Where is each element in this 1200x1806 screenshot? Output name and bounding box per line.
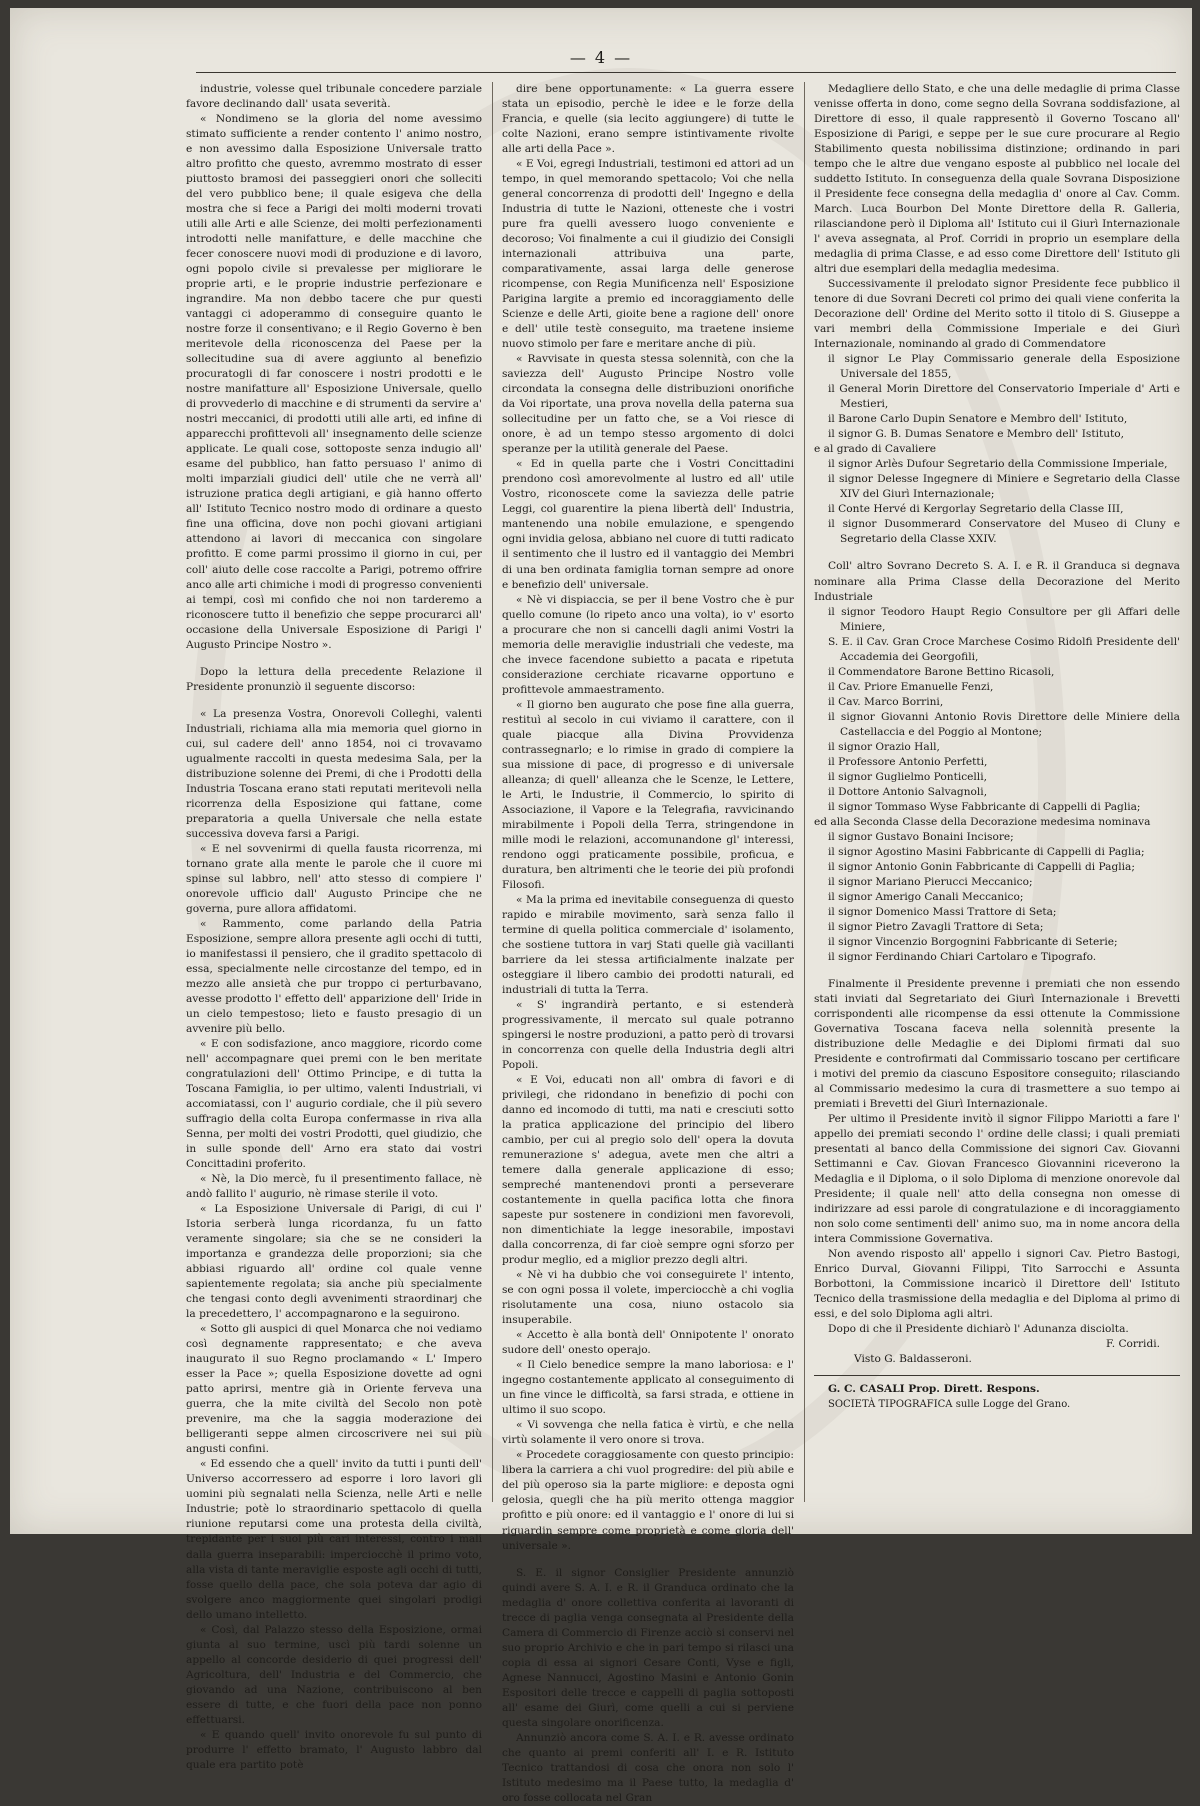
- paragraph: « Nè, la Dio mercè, fu il presentimento fallace, nè andò fallito l' augurio, nè rimase sterile il voto.: [186, 1173, 482, 1201]
- paragraph: dire bene opportunamente: « La guerra essere stata un episodio, perchè le idee e le forze della Francia, e quelle (sia lecito aggiungere) di tutte le colte Nazioni, erano sempre istintivamente rivolte alle arti della Pace ».: [502, 83, 794, 156]
- honoree-list-item: il signor Orazio Hall,: [828, 740, 940, 753]
- paragraph: Dopo di che il Presidente dichiarò l' Adunanza disciolta.: [828, 1323, 1129, 1336]
- paragraph: « La presenza Vostra, Onorevoli Colleghi, valenti Industriali, richiama alla mia memoria quel giorno in cui, sul cadere dell' anno 1854, noi ci trovavamo ugualmente raccolti in questa medesima Sala, per la distribuzione solenne dei Premi, di che i Prodotti della Industria Toscana erano stati reputati meritevoli nella ricorrenza della Esposizione qui fattane, come preparatoria a quella Universale che nella estate successiva doveva farsi a Parigi.: [186, 707, 482, 840]
- paragraph: « Nè vi dispiaccia, se per il bene Vostro che è pur quello comune (lo ripeto anco una volta), io v' esorto a procurare che non si cancelli dagli animi Vostri la memoria delle meraviglie industriali che vedeste, ma che invece facendone subietto a pacata e ripetuta considerazione cerchiate ricavarne opportuno e profittevole ammaestramento.: [502, 593, 794, 696]
- column-2: [502, 82, 794, 1804]
- honoree-list-item: il Dottore Antonio Salvagnoli,: [828, 785, 988, 798]
- honoree-list-item: il Conte Hervé di Kergorlay Segretario della Classe III,: [828, 503, 1124, 516]
- paragraph: « Ma la prima ed inevitabile conseguenza di questo rapido e mirabile movimento, sarà senza fallo il termine di quella politica commerciale d' isolamento, che sostiene tuttora in varj Stati quelle già vacillanti barriere da lei stessa artificialmente inalzate per osteggiare il libero cambio dei prodotti naturali, ed industriali di tutta la Terra.: [502, 893, 794, 996]
- column-3: [814, 82, 1180, 1492]
- imprint-publisher: G. C. CASALI Prop. Dirett. Respons.: [828, 1383, 1040, 1396]
- honoree-list-item: il signor Arlès Dufour Segretario della Commissione Imperiale,: [828, 458, 1168, 471]
- honoree-list-item: il signor Teodoro Haupt Regio Consultore per gli Affari delle Miniere,: [828, 605, 1180, 633]
- paragraph: « Sotto gli auspici di quel Monarca che noi vediamo così degnamente rappresentato; e che aveva inaugurato il suo Regno proclamando « L' Impero esser la Pace »; quella Esposizione dovette ad ogni patto aprirsi, mentre già in Oriente ferveva una guerra, che la mite civiltà del Secolo non potè prevenire, ma che la saggia moderazione dei belligeranti seppe almen circoscrivere nei sui più angusti confini.: [186, 1323, 482, 1456]
- paragraph: « Accetto è alla bontà dell' Onnipotente l' onorato sudore dell' onesto operajo.: [502, 1329, 794, 1357]
- paragraph: Non avendo risposto all' appello i signori Cav. Pietro Bastogi, Enrico Durval, Giovanni Filippi, Tito Sarrocchi e Assunta Borbottoni, la Commissione incaricò il Direttore dell' Istituto Tecnico della trasmissione della medaglia e del Diploma al primo di essi, e del solo Diploma agli altri.: [814, 1248, 1180, 1321]
- header-rule: [196, 72, 1176, 73]
- honoree-list-item: il signor Le Play Commissario generale della Esposizione Universale del 1855,: [828, 353, 1180, 381]
- honoree-list-item: il Barone Carlo Dupin Senatore e Membro dell' Istituto,: [828, 413, 1128, 426]
- paragraph: Annunziò ancora come S. A. I. e R. avesse ordinato che quanto ai premi conferiti all' I. e R. Istituto Tecnico trattandosi di cosa che onora non solo l' Istituto medesimo ma il Paese tutto, la medaglia d' oro fosse collocata nel Gran: [502, 1731, 794, 1804]
- paragraph: Successivamente il prelodato signor Presidente fece pubblico il tenore di due Sovrani Decreti col primo dei quali viene conferita la Decorazione dell' Ordine del Merito sotto il titolo di S. Giuseppe a vari membri della Commissione Imperiale e dei Giurì Internazionale, nominando al grado di Commendatore: [814, 278, 1180, 351]
- honoree-list-item: il General Morin Direttore del Conservatorio Imperiale d' Arti e Mestieri,: [828, 383, 1180, 411]
- imprint-printer: SOCIETÀ TIPOGRAFICA sulle Logge del Grano.: [828, 1399, 1071, 1411]
- honoree-list-item: il signor Guglielmo Ponticelli,: [828, 770, 987, 783]
- honoree-list-item: il signor Vincenzio Borgognini Fabbricante di Seterie;: [828, 935, 1118, 948]
- paragraph: Per ultimo il Presidente invitò il signor Filippo Mariotti a fare l' appello dei premiati secondo l' ordine delle classi; i quali premiati presentati al banco della Commissione dei signori Cav. Giovanni Settimanni e Cav. Giovan Francesco Giovannini riceverono la Medaglia e il Diploma, o il solo Diploma di menzione onorevole dal Presidente; il quale nell' atto della consegna non omesse di indirizzare ad essi parole di congratulazione e di incoraggiamento non solo come sentimenti dell' animo suo, ma in nome ancora della intera Commissione Governativa.: [814, 1113, 1180, 1246]
- paragraph: Finalmente il Presidente prevenne i premiati che non essendo stati inviati dal Segretariato dei Giurì Internazionale i Brevetti corrispondenti alle ricompense da essi ottenute la Commissione Governativa Toscana faceva nella solennità presente la distribuzione delle Medaglie e dei Diplomi firmati dal suo Presidente e controfirmati dal Commissario toscano per certificare i motivi del premio da ciascuno Espositore conseguito; rilasciando al Commissario medesimo la cura di trasmettere a suo tempo ai premiati i Brevetti del Giurì Internazionale.: [814, 977, 1180, 1111]
- paragraph: « Il Cielo benedice sempre la mano laboriosa: e l' ingegno costantemente applicato al conseguimento di un fine vince le difficoltà, sa farsi strada, e ottiene in ultimo il suo scopo.: [502, 1359, 794, 1417]
- honoree-list-item: S. E. il Cav. Gran Croce Marchese Cosimo Ridolfi Presidente dell' Accademia dei Georgofili,: [828, 635, 1180, 663]
- decree-two-intro: Coll' altro Sovrano Decreto S. A. I. e R. il Granduca si degnava nominare alla Prima Classe della Decorazione del Merito Industriale: [814, 560, 1180, 603]
- honoree-list-item: il signor Giovanni Antonio Rovis Direttore delle Miniere della Castellaccia e del Poggio al Montone;: [828, 710, 1180, 738]
- paragraph: Dopo la lettura della precedente Relazione il Presidente pronunziò il seguente discorso:: [186, 665, 482, 693]
- paragraph: « E con sodisfazione, anco maggiore, ricordo come nell' accompagnare quei premi con le ben meritate congratulazioni dell' Ottimo Principe, e di tutta la Toscana Famiglia, io per ultimo, valenti Industriali, vi accomiatassi, con l' augurio cordiale, che il più severo suffragio della colta Europa confermasse in riva alla Senna, per molti dei vostri Prodotti, quel giudizio, che in sulle sponde dell' Arno era stato dai vostri Concittadini proferito.: [186, 1037, 482, 1171]
- paragraph: « S' ingrandirà pertanto, e si estenderà progressivamente, il mercato sul quale potranno spingersi le nostre produzioni, a patto però di trovarsi in concorrenza con quelle della Industria degli altri Popoli.: [502, 998, 794, 1072]
- paragraph: « Così, dal Palazzo stesso della Esposizione, ormai giunta al suo termine, uscì più tardi solenne un appello al concorde desiderio di quei progressi dell' Agricoltura, dell' Industria e del Commercio, che giovando ad una Nazione, contribuiscono al ben essere di tutte, e che fuori della pace non ponno effettuarsi.: [186, 1623, 482, 1726]
- paragraph: « Ed in quella parte che i Vostri Concittadini prendono così amorevolmente al lustro ed all' utile Vostro, riconoscete come la saviezza delle patrie Leggi, col guarentire la piena libertà dell' Industria, mantenendo una nobile emulazione, e spengendo ogni invidia gelosa, abbiano nel cuore di tutti radicato il sentimento che il lustro ed il vantaggio dei Membri di una ben ordinata famiglia tornan sempre ad onore e benefizio dell' universale.: [502, 458, 794, 591]
- paragraph: « E quando quell' invito onorevole fu sul punto di produrre l' effetto bramato, l' Augusto labbro dal quale era partito potè: [186, 1728, 482, 1771]
- paragraph: « E Voi, educati non all' ombra di favori e di privilegi, che ridondano in benefizio di pochi con danno ed incomodo di tutti, ma nati e cresciuti sotto la pratica applicazione del principio del libero cambio, per cui al pregio solo dell' opera la dovuta remunerazione s' adegua, avete men che altri a temere dalla generale applicazione di esso; sempreché mantenendovi pronti a perseverare costantemente in quella pacifica lotta che finora sapeste pur sostenere in condizioni men favorevoli, non dimentichiate la legge inesorabile, impostavi dalla concorrenza, di far cioè sempre ogni sforzo per produr meglio, ed a miglior prezzo degli altri.: [502, 1074, 794, 1267]
- paragraph: « La Esposizione Universale di Parigi, di cui l' Istoria serberà lunga ricordanza, fu un fatto veramente singolare; sia che se ne consideri la importanza e grandezza delle proporzioni; sia che abbiasi riguardo all' ordine col quale venne sapientemente regolata; sia anche più specialmente che tengasi conto degli avvenimenti straordinarj che la precedettero, l' accompagnarono e la seguirono.: [186, 1203, 482, 1321]
- honoree-list-item: il signor Ferdinando Chiari Cartolaro e Tipografo.: [828, 950, 1097, 963]
- honoree-list-item: il signor Gustavo Bonaini Incisore;: [828, 830, 1014, 843]
- column-divider: [804, 82, 805, 1502]
- honoree-list-item: il signor Dusommerard Conservatore del Museo di Cluny e Segretario della Classe XXIV.: [828, 518, 1180, 546]
- paragraph: « Il giorno ben augurato che pose fine alla guerra, restituì al secolo in cui viviamo il carattere, con il quale piacque alla Divina Provvidenza contrassegnarlo; e lo rimise in grado di compiere la sua missione di pace, di progresso e di universale alleanza; di quell' alleanza che le Scenze, le Lettere, le Arti, le Industrie, il Commercio, lo spirito di Associazione, il Vapore e la Telegrafia, ravvicinando mirabilmente i Popoli della Terra, stringendone in mille modi le relazioni, accomunandone gl' interessi, rendono oggi praticamente possibile, proficua, e duratura, ben altrimenti che le teorie dei più profondi Filosofi.: [502, 698, 794, 891]
- paragraph: Medagliere dello Stato, e che una delle medaglie di prima Classe venisse offerta in dono, come segno della Sovrana soddisfazione, al Direttore di esso, il quale rappresentò il Governo Toscano all' Esposizione di Parigi, e seppe per le sue cure procurare al Regio Stabilimento questa nobilissima distinzione; ordinando in pari tempo che le altre due vengano esposte al pubblico nel locale del suddetto Istituto. In conseguenza della quale Sovrana Disposizione il Presidente fece consegna della medaglia d' onore al Cav. Comm. March. Luca Bourbon Del Monte Direttore della R. Galleria, rilasciandone però il Diploma all' Istituto cui il Giurì Internazionale l' aveva assegnata, al Prof. Corridi in proprio un esemplare della medaglia di prima Classe, e ad esso come Direttore dell' Istituto gli altri due esemplari della medaglia medesima.: [814, 83, 1180, 276]
- column-divider: [492, 82, 493, 1502]
- paragraph: « Ed essendo che a quell' invito da tutti i punti dell' Universo accorressero ad esporre i loro lavori gli uomini più segnalati nella Scienza, nelle Arti e nelle Industrie; potè lo straordinario spettacolo di quella riunione reputarsi come una protesta della civiltà, trepidante per i suoi più cari interessi, contro i mali dalla guerra inseparabili: imperciocchè il primo voto, alla vista di tante meraviglie esposte agli occhi di tutti, fosse quello della pace, che sola poteva dar agio di svolgere anco maggiormente quei singolari prodigi dello umano intelletto.: [186, 1458, 482, 1621]
- honoree-list-item: il signor Mariano Pierucci Meccanico;: [828, 875, 1033, 888]
- paragraph: « Nondimeno se la gloria del nome avessimo stimato sufficiente a render contento l' animo nostro, e non avessimo dalla Esposizione Universale tratto altro profitto che questo, avremmo mostrato di esser piuttosto bramosi dei passeggieri onori che solleciti del vero pubblico bene; il quale esigeva che della mostra che si fece a Parigi dei molti moderni trovati utili alle Arti e alle Scienze, dei molti perfezionamenti introdotti nelle manifatture, e delle macchine che fecer conoscere nuovi modi di produzione e di lavoro, ogni popolo civile si prevalesse per migliorare le proprie arti, e le proprie industrie perfezionare e ingrandire. Ma non debbo tacere che pur questi vantaggi ci adoperammo di conseguire quanto le nostre forze il consentivano; e il Regio Governo è ben meritevole della riconoscenza del Paese per la sollecitudine sua di avere aggiunto al benefizio procuratogli di far conoscere i nostri prodotti e le nostre manifatture all' Esposizione Universale, quello di provvederlo di macchine e di strumenti da servire a' nostri meccanici, di prodotti utili alle arti, ed infine di apparecchi profittevoli all' insegnamento delle scienze applicate. Le quali cose, sottoposte senza indugio all' esame del pubblico, han fatto persuaso l' animo di molti imparziali giudici dell' utile che ne verrà all' istruzione pratica degli artigiani, e già hanno offerto all' Istituto Tecnico nostro modo di ordinare a questo fine una officina, dove non pochi giovani artigiani attendono ai lavori di meccanica con singolare profitto. E come parmi prossimo il giorno in cui, per coll' aiuto delle cose raccolte a Parigi, potremo offrire anco alle arti chimiche i modi di progresso convenienti ai tempi, così mi confido che noi non tarderemo a riconoscere tutto il benefizio che seppe procurarci all' occasione della Universale Esposizione di Parigi l' Augusto Principe Nostro ».: [186, 113, 482, 651]
- honoree-list-item: il signor Amerigo Canali Meccanico;: [828, 890, 1024, 903]
- honoree-list-item: il Commendatore Barone Bettino Ricasoli,: [828, 665, 1055, 678]
- paragraph: « E nel sovvenirmi di quella fausta ricorrenza, mi tornano grate alla mente le parole che il cuore mi spinse sul labbro, nell' atto stesso di compiere l' onorevole ufficio dall' Augusto Principe che ne governa, pure allora affidatomi.: [186, 842, 482, 915]
- page-number: — 4 —: [569, 48, 633, 67]
- honoree-list-item: il signor Domenico Massi Trattore di Seta;: [828, 905, 1057, 918]
- second-class-intro: ed alla Seconda Classe della Decorazione medesima nominava: [814, 815, 1151, 828]
- paragraph: « E Voi, egregi Industriali, testimoni ed attori ad un tempo, in quel memorando spettacolo; Voi che nella general concorrenza di prodotti dell' Ingegno e della Industria di tutte le Nazioni, otteneste che i vostri pure fra quelli avessero luogo conveniente e decoroso; Voi finalmente a cui il giudizio dei Consigli internazionali attribuiva una parte, comparativamente, assai larga delle generose ricompense, con Regia Munificenza nell' Esposizione Parigina largite a premio ed incoraggiamento delle Scienze e delle Arti, gioite bene a ragione dell' onore e dell' utile testè conseguito, ma traetene insieme nuovo stimolo per fare e meritare anche di più.: [502, 158, 794, 351]
- honoree-list-item: il signor Delesse Ingegnere di Miniere e Segretario della Classe XIV del Giurì Internazionale;: [828, 473, 1180, 501]
- newspaper-page: [10, 8, 1192, 1804]
- honoree-list-item: il Cav. Marco Borrini,: [828, 695, 944, 708]
- column-1: [186, 82, 482, 1771]
- paragraph: « Ravvisate in questa stessa solennità, con che la saviezza dell' Augusto Principe Nostro volle circondata la consegna delle distribuzioni onorifiche da Voi riportate, una prova novella della paterna sua sollecitudine per un fatto che, se a Voi riesce di onore, è ad un tempo stesso argomento di dolci speranze per la utilità generale del Paese.: [502, 353, 794, 456]
- paragraph: S. E. il signor Consiglier Presidente annunziò quindi avere S. A. I. e R. il Granduca ordinato che la medaglia d' onore collettiva conferita ai lavoranti di trecce di paglia venga consegnata al Presidente della Camera di Commercio di Firenze acciò si conservi nel suo proprio Archivio e che in pari tempo si rilasci una copia di essa ai signori Cesare Conti, Vyse e figli, Agnese Nannucci, Agostino Masini e Antonio Gonin Espositori delle trecce e cappelli di paglia sottoposti all' esame dei Giurì, come quelli a cui si perviene questa singolare onorificenza.: [502, 1566, 794, 1729]
- honoree-list-item: il signor Pietro Zavagli Trattore di Seta;: [828, 920, 1044, 933]
- honoree-list-item: il Professore Antonio Perfetti,: [828, 755, 988, 768]
- paragraph: « Nè vi ha dubbio che voi conseguirete l' intento, se con ogni possa il volete, imperciocchè a chi voglia risolutamente una cosa, niuno ostacolo sia insuperabile.: [502, 1269, 794, 1327]
- cavalieri-intro: e al grado di Cavaliere: [814, 443, 937, 456]
- paragraph: « Procedete coraggiosamente con questo principio: libera la carriera a chi vuol progredire: del più abile e del più operoso sia la parte migliore: e deposta ogni gelosia, quegli che ha più merito ottenga maggior profitto e più onore: ed il vantaggio e l' onore di lui si riguardin sempre come proprietà e come gloria dell' universale ».: [502, 1449, 794, 1552]
- honoree-list-item: il signor Antonio Gonin Fabbricante di Cappelli di Paglia;: [828, 860, 1135, 873]
- honoree-list-item: il signor Agostino Masini Fabbricante di Cappelli di Paglia;: [828, 845, 1145, 858]
- imprint-rule: [814, 1375, 1180, 1376]
- honoree-list-item: il signor G. B. Dumas Senatore e Membro dell' Istituto,: [828, 428, 1125, 441]
- paragraph: « Vi sovvenga che nella fatica è virtù, e che nella virtù solamente il vero onore si trova.: [502, 1419, 794, 1447]
- honoree-list-item: il Cav. Priore Emanuelle Fenzi,: [828, 680, 994, 693]
- paragraph: « Rammento, come parlando della Patria Esposizione, sempre allora presente agli occhi di tutti, io manifestassi il pensiero, che il gradito spettacolo di essa, specialmente nelle circostanze del tempo, ed in mezzo alle ansietà che pur troppo ci perturbavano, avesse prodotto l' effetto dell' apparizione dell' Iride in un cielo tempestoso; lieto e fausto presagio di un avvenire più bello.: [186, 917, 482, 1035]
- honoree-list-item: il signor Tommaso Wyse Fabbricante di Cappelli di Paglia;: [828, 800, 1141, 813]
- signature: F. Corridi.: [1106, 1338, 1160, 1351]
- visto-line: Visto G. Baldasseroni.: [854, 1353, 972, 1366]
- paragraph: industrie, volesse quel tribunale concedere parziale favore declinando dall' usata severità.: [186, 83, 482, 111]
